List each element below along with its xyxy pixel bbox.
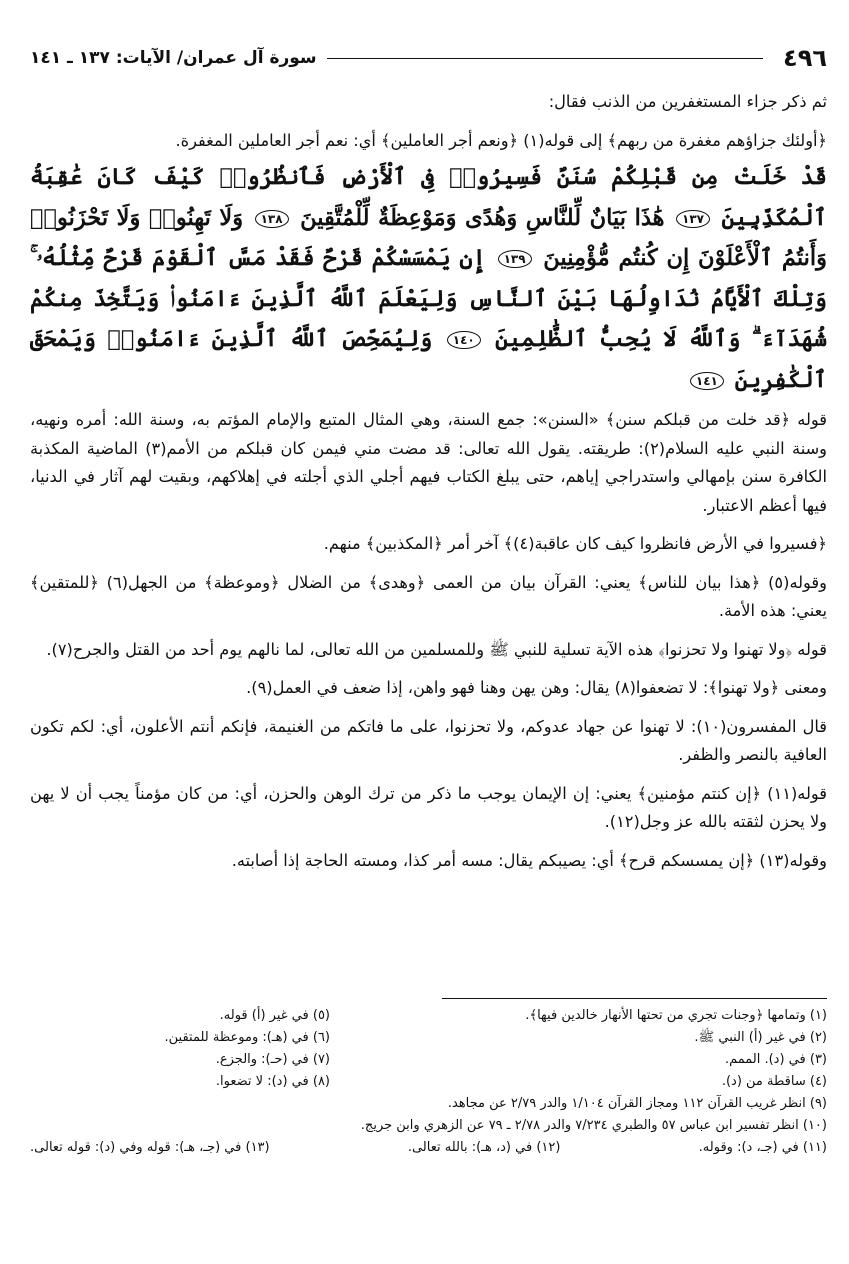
running-title: سورة آل عمران/ الآيات: ١٣٧ ـ ١٤١ (30, 48, 317, 68)
footnotes-right-column (407, 1005, 827, 1093)
footnote-item: (٦) في (هـ): وموعظة للمتقين. (164, 1030, 330, 1045)
footnote-item: (٧) في (حـ): والجزع. (215, 1052, 330, 1067)
paragraph-qarh: وقوله(١٣) ﴿إن يمسسكم قرح﴾ أي: يصيبكم يقال: مسه أمر كذا، ومسته الحاجة إذا أصابته. (231, 850, 827, 870)
footnotes-left-column (30, 1005, 330, 1093)
paragraph-mufassirun: قال المفسرون(١٠): لا تهنوا عن جهاد عدوكم، ولا تحزنوا، على ما فاتكم من الغنيمة، فإنكم أنتم الأعلون، أي: لكم تكون العافية بالنصر والظفر. (30, 716, 827, 764)
footnote-item: (٥) في غير (أ) قوله. (219, 1008, 330, 1023)
footnotes-last-line (30, 1137, 827, 1159)
quran-verses-block: قَدْ خَلَتْ مِن قَبْلِكُمْ سُنَنٌ فَسِيرُوا۟ فِى ٱلْأَرْضِ فَٱنظُرُوا۟ كَيْفَ كَانَ عَٰقِبَةُ ٱلْمُكَذِّبِينَ ١٣٧ هَٰذَا بَيَانٌ لِّلنَّاسِ وَهُدًى وَمَوْعِظَةٌ لِّلْمُتَّقِينَ ١٣٨ وَلَا تَهِنُوا۟ وَلَا تَحْزَنُوا۟ وَأَنتُمُ ٱلْأَعْلَوْنَ إِن كُنتُم مُّؤْمِنِينَ ١٣٩ إِن يَمْسَسْكُمْ قَرْحٌ فَقَدْ مَسَّ ٱلْقَوْمَ قَرْحٌ مِّثْلُهُۥ ۚ وَتِلْكَ ٱلْأَيَّامُ نُدَاوِلُهَا بَيْنَ ٱلنَّاسِ وَلِيَعْلَمَ ٱللَّهُ ٱلَّذِينَ ءَامَنُوا۟ وَيَتَّخِذَ مِنكُمْ شُهَدَآءَ ۗ وَٱللَّهُ لَا يُحِبُّ ٱلظَّٰلِمِينَ ١٤٠ وَلِيُمَحِّصَ ٱللَّهُ ٱلَّذِينَ ءَامَنُوا۟ وَيَمْحَقَ ٱلْكَٰفِرِينَ ١٤١ (30, 164, 827, 393)
ayah-number-marker: ١٣٧ (676, 210, 710, 228)
footnotes-two-columns (30, 1005, 827, 1093)
footnote-item: (١٠) انظر تفسير ابن عباس ٥٧ والطبري ٧/٢٣٤ والدر ٢/٧٨ ـ ٧٩ عن الزهري وابن جريج. (360, 1118, 827, 1133)
paragraph-mumineen: قوله(١١) ﴿إن كنتم مؤمنين﴾ يعني: إن الإيمان يوجب ما ذكر من ترك الوهن والحزن، أي: من كان مؤمناً يجب أن لا يهن ولا يحزن لثقته بالله عز وجل(١٢). (30, 783, 827, 831)
ayah-number-marker: ١٤١ (690, 372, 724, 390)
footnote-item: (١٢) في (د، هـ): بالله تعالى. (407, 1140, 561, 1155)
page-header (30, 40, 827, 76)
footnote-item: (١٣) في (جـ، هـ): قوله وفي (د): قوله تعالى. (30, 1140, 270, 1155)
footnote-item: (٣) في (د). الممم. (724, 1052, 827, 1067)
ayah-number-marker: ١٣٩ (498, 250, 532, 268)
footnote-item: (١١) في (جـ، د): وقوله. (698, 1140, 827, 1155)
paragraph-meaning: ومعنى ﴿ولا تهنوا﴾: لا تضعفوا(٨) يقال: وهن يهن وهنا فهو واهن، إذا ضعف في العمل(٩). (246, 678, 827, 697)
ayah-number-marker: ١٣٨ (255, 210, 289, 228)
header-rule (327, 58, 763, 59)
paragraph-verse-reward: ﴿أولئك جزاؤهم مغفرة من ربهم﴾ إلى قوله(١) ﴿ونعم أجر العاملين﴾ أي: نعم أجر العاملين المغفرة. (175, 130, 827, 150)
paragraph-la-tahinu: قوله ﴿ولا تهنوا ولا تحزنوا﴾ هذه الآية تسلية للنبي ﷺ وللمسلمين من الله تعالى، لما نالهم يوم أحد من القتل والجرح(٧). (46, 639, 827, 659)
footnote-item: (٩) انظر غريب القرآن ١١٢ ومجاز القرآن ١/١٠٤ والدر ٢/٧٩ عن مجاهد. (447, 1096, 827, 1111)
footnote-rule (442, 998, 827, 999)
footnote-item: (٨) في (د): لا تضعوا. (215, 1074, 330, 1089)
page-number: ٤٩٦ (783, 44, 827, 72)
footnotes (30, 1005, 827, 1159)
paragraph-sunan: قوله ﴿قد خلت من قبلكم سنن﴾ «السنن»: جمع السنة، وهي المثال المتبع والإمام المؤتم به، وسنة الله: أمره ونهيه، وسنة النبي عليه السلام(٢): طريقته. يقول الله تعالى: قد مضت مني فيمن كان قبلكم من الأمم(٣) الماضية المكذبة الكافرة سنن بإمهالي واستدراجي إياهم، حتى يبلغ الكتاب فيهم أجلي الذي أجلته في إهلاكهم، وبقيت لهم آثار في الدنيا، فيها أعظم الاعتبار. (30, 410, 827, 515)
ayah-number-marker: ١٤٠ (447, 331, 481, 349)
intro-line: ثم ذكر جزاء المستغفرين من الذنب فقال: (548, 92, 827, 111)
footnote-item: (٢) في غير (أ) النبي ﷺ. (694, 1030, 827, 1045)
footnote-item: (١) وتمامها ﴿وجنات تجري من تحتها الأنهار خالدين فيها﴾. (525, 1008, 827, 1023)
footnote-item: (٤) ساقطة من (د). (721, 1074, 827, 1089)
paragraph-bayan: وقوله(٥) ﴿هذا بيان للناس﴾ يعني: القرآن بيان من العمى ﴿وهدى﴾ من الضلال ﴿وموعظة﴾ من الجهل(٦) ﴿للمتقين﴾ يعني: هذه الأمة. (30, 572, 827, 620)
main-text (30, 88, 827, 875)
paragraph-travel-earth: ﴿فسيروا في الأرض فانظروا كيف كان عاقبة(٤)﴾ آخر أمر ﴿المكذبين﴾ منهم. (323, 534, 827, 553)
